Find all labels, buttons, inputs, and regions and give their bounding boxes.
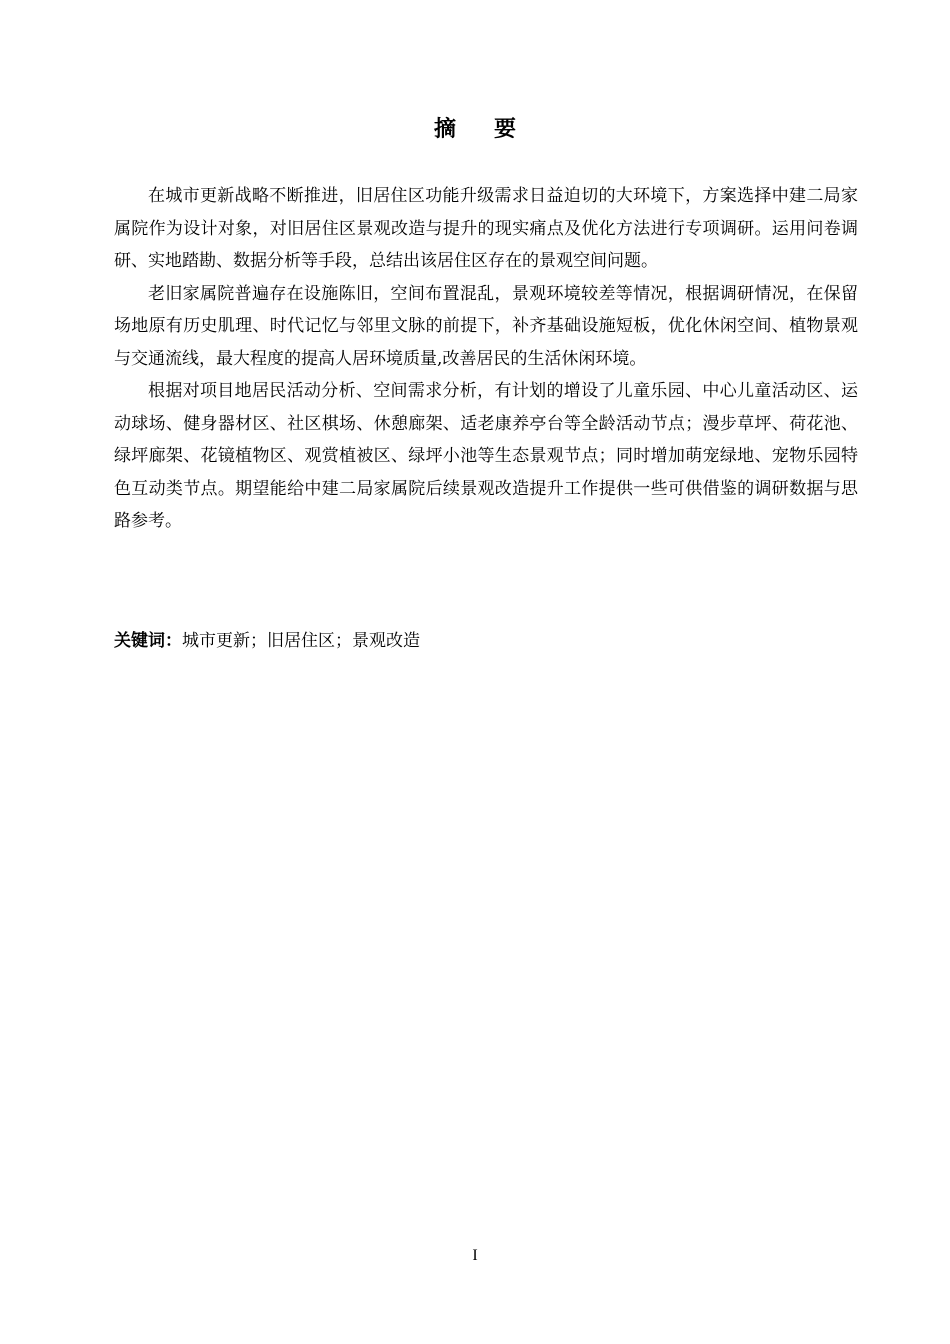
abstract-body [114, 180, 858, 538]
keywords-text: 城市更新；旧居住区；景观改造 [182, 631, 420, 651]
keywords-label: 关键词： [114, 631, 182, 651]
page-title: 摘要 [433, 117, 554, 142]
abstract-paragraph-3: 根据对项目地居民活动分析、空间需求分析，有计划的增设了儿童乐园、中心儿童活动区、运动球场、健身器材区、社区棋场、休憩廊架、适老康养亭台等全龄活动节点；漫步草坪、荷花池、绿坪廊架、花镜植物区、观赏植被区、绿坪小池等生态景观节点；同时增加萌宠绿地、宠物乐园特色互动类节点。期望能给中建二局家属院后续景观改造提升工作提供一些可供借鉴的调研数据与思路参考。 [114, 381, 858, 531]
page-number: I [472, 1247, 478, 1264]
abstract-paragraph-2: 老旧家属院普遍存在设施陈旧，空间布置混乱，景观环境较差等情况，根据调研情况，在保留场地原有历史肌理、时代记忆与邻里文脉的前提下，补齐基础设施短板，优化休闲空间、植物景观与交通流线，最大程度的提高人居环境质量,改善居民的生活休闲环境。 [114, 283, 858, 369]
keywords-line [114, 626, 858, 656]
abstract-paragraph-1: 在城市更新战略不断推进，旧居住区功能升级需求日益迫切的大环境下，方案选择中建二局家属院作为设计对象，对旧居住区景观改造与提升的现实痛点及优化方法进行专项调研。运用问卷调研、实地踏勘、数据分析等手段，总结出该居住区存在的景观空间问题。 [114, 186, 858, 271]
